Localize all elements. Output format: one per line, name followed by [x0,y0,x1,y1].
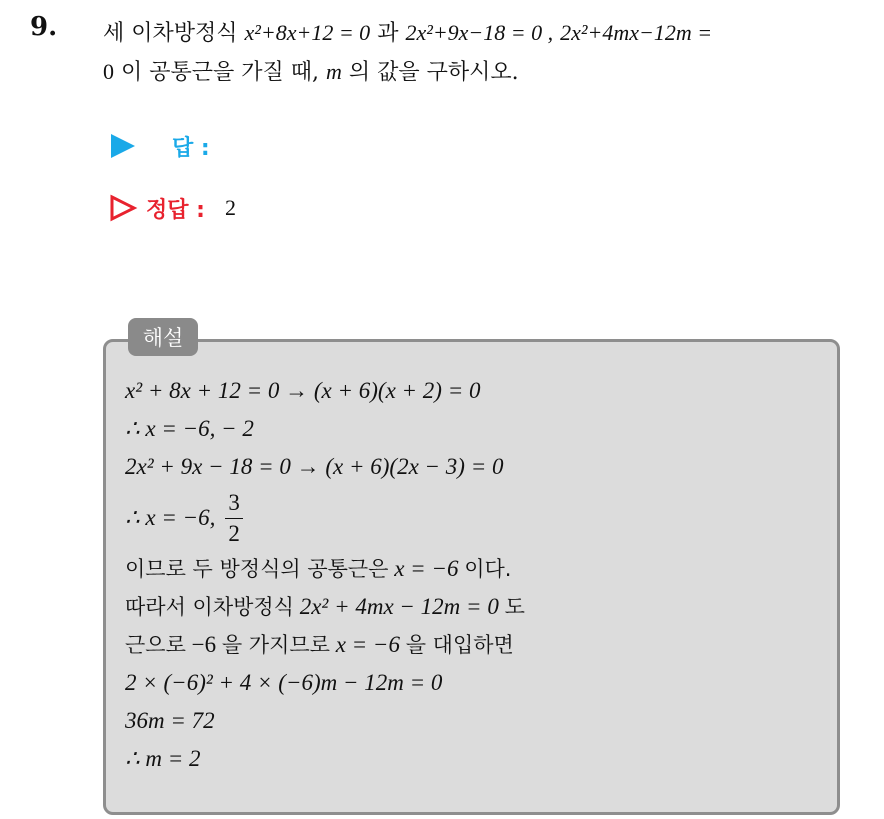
answer-row [108,128,210,164]
solution-line-6-end: 도 [504,595,525,619]
solution-line-1: x² + 8x + 12 = 0 → (x + 6)(x + 2) = 0 [125,378,481,403]
question-ending-2: 의 값을 구하시오. [348,60,519,85]
solution-line-9: 36m = 72 [125,708,215,733]
equation-2: 2x²+9x−18 = 0 , [405,20,554,45]
solution-content [125,372,825,778]
solution-line-2: ∴ x = −6, − 2 [125,416,254,441]
fraction-numerator: 3 [225,490,243,518]
equation-1: x²+8x+12 = 0 [244,20,371,45]
play-arrow-icon [108,131,138,161]
solution-line-3: 2x² + 9x − 18 = 0 → (x + 6)(2x − 3) = 0 [125,454,504,479]
answer-label: 답 : [172,135,210,161]
solution-line-7-text-1: 근으로 [125,633,186,657]
fraction-denominator: 2 [228,520,240,546]
question-joiner: 과 [377,21,399,46]
question-number: 9. [30,12,58,42]
solution-line-7-text-2: 을 가지므로 [221,633,330,657]
solution-line-6 [125,588,825,626]
correct-answer-value: 2 [224,195,236,220]
equation-3-rhs: 0 [103,59,114,84]
equation-3: 2x²+4mx−12m = [560,20,713,45]
solution-line-7 [125,626,825,664]
solution-line-4 [125,486,825,550]
solution-line-5-text: 이므로 두 방정식의 공통근은 [125,557,389,581]
solution-tag: 해설 [128,318,198,356]
fraction [225,490,243,546]
solution-line-4-text: ∴ x = −6, [125,505,216,530]
solution-line-6-text: 따라서 이차방정식 [125,595,294,619]
solution-line-8: 2 × (−6)² + 4 × (−6)m − 12m = 0 [125,670,443,695]
solution-line-5 [125,550,825,588]
solution-line-7-text-3: 을 대입하면 [405,633,514,657]
solution-line-5-end: 이다. [464,557,512,581]
solution-line-5-math: x = −6 [394,556,459,581]
question-text [103,14,868,92]
solution-line-7-math-2: x = −6 [335,632,400,657]
correct-answer-label: 정답 : [146,197,205,223]
question-intro: 세 이차방정식 [103,21,238,46]
question-variable: m [326,59,342,84]
solution-line-10: ∴ m = 2 [125,746,201,771]
solution-line-6-math: 2x² + 4mx − 12m = 0 [299,594,499,619]
question-ending: 이 공통근을 가질 때, [121,60,319,85]
outline-arrow-icon [108,193,138,223]
correct-answer-row [108,190,236,226]
solution-line-7-math-1: −6 [191,632,217,657]
